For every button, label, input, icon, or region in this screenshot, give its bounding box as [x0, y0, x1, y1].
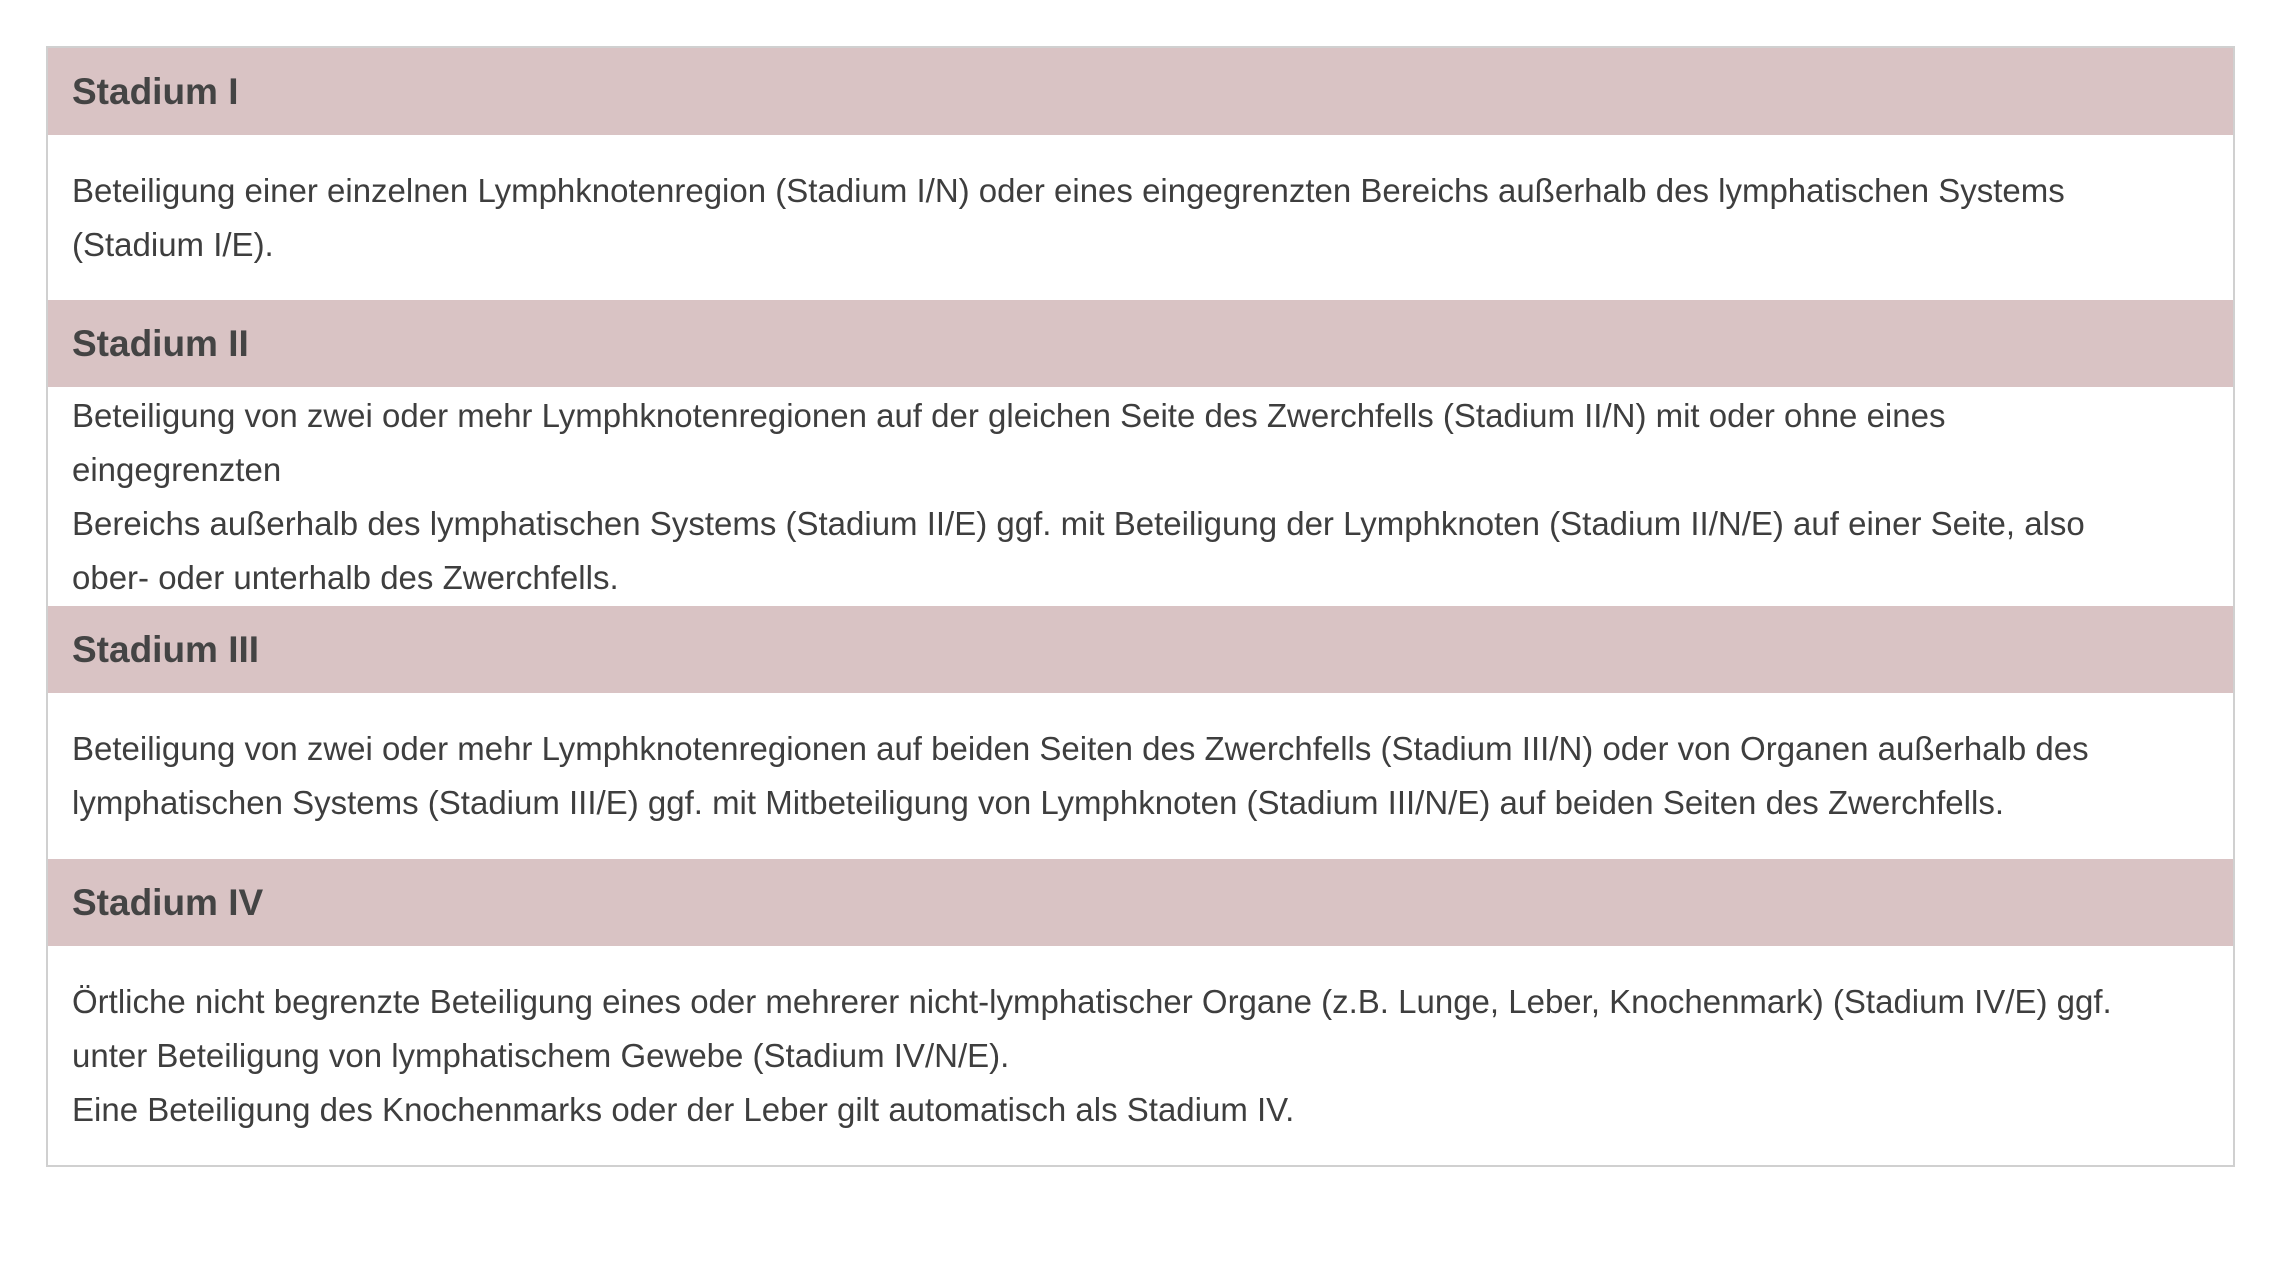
- stage-3-line-1: Beteiligung von zwei oder mehr Lymphknotenregionen auf beiden Seiten des Zwerchfells (Stadium III/N) oder von Organen außerhalb des: [72, 730, 2089, 767]
- stage-4-header: [48, 859, 2233, 946]
- stage-4-line-2: unter Beteiligung von lymphatischem Gewebe (Stadium IV/N/E).: [72, 1036, 1010, 1074]
- stage-2-description: [48, 387, 2233, 606]
- stage-2-header: [48, 300, 2233, 387]
- stage-1-title: Stadium I: [72, 70, 239, 112]
- stage-4-title: Stadium IV: [72, 881, 264, 923]
- stage-1-header: [48, 48, 2233, 135]
- stage-2-title: Stadium II: [72, 322, 249, 364]
- staging-table: [46, 46, 2235, 1167]
- stage-2-line-3: ober- oder unterhalb des Zwerchfells.: [72, 558, 619, 596]
- stage-3-header: [48, 606, 2233, 693]
- stage-1-description: [48, 135, 2233, 300]
- stage-1-line-1: Beteiligung einer einzelnen Lymphknotenregion (Stadium I/N) oder eines eingegrenzten Bereichs außerhalb des lymphatischen Systems: [72, 171, 2065, 209]
- stage-3-description: [48, 693, 2233, 859]
- stage-3-line-2: lymphatischen Systems (Stadium III/E) ggf. mit Mitbeteiligung von Lymphknoten (Stadium III/N/E) auf beiden Seiten des Zwerchfells.: [72, 784, 2004, 821]
- stage-3-title: Stadium III: [72, 628, 260, 670]
- stage-4-description: [48, 946, 2233, 1165]
- stage-2-line-2: Bereichs außerhalb des lymphatischen Systems (Stadium II/E) ggf. mit Beteiligung der Lymphknoten (Stadium II/N/E) auf einer Seite, also: [72, 504, 2085, 542]
- stage-2-line-1: Beteiligung von zwei oder mehr Lymphknotenregionen auf der gleichen Seite des Zwerchfells (Stadium II/N) mit oder ohne eines eingegrenzten: [72, 396, 1946, 488]
- stage-1-line-2: (Stadium I/E).: [72, 225, 274, 263]
- stage-4-line-1: Örtliche nicht begrenzte Beteiligung eines oder mehrerer nicht-lymphatischer Organe (z.B. Lunge, Leber, Knochenmark) (Stadium IV/E) ggf.: [72, 982, 2112, 1020]
- stage-4-line-3: Eine Beteiligung des Knochenmarks oder der Leber gilt automatisch als Stadium IV.: [72, 1090, 1295, 1128]
